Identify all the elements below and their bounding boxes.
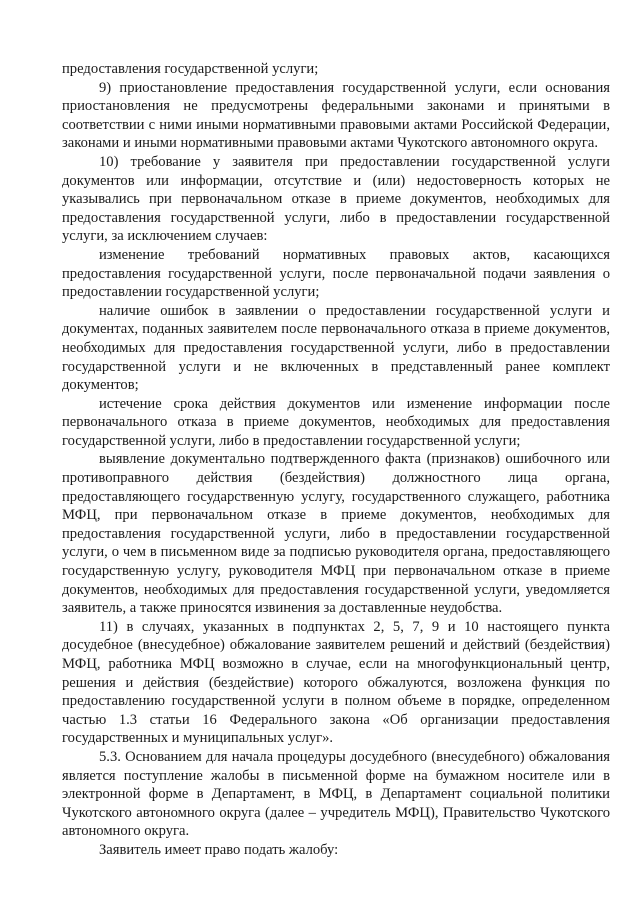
paragraph-item-10: 10) требование у заявителя при предоставлении государственной услуги документов или информации, отсутствие и (или) недостоверность которых не указывались при первоначальном отказе в приеме документов, необходимых для предоставления государственной услуги, либо в предоставлении государственной услуги, за исключением случаев: — [62, 153, 610, 245]
paragraph-item-9: 9) приостановление предоставления государственной услуги, если основания приостановления не предусмотрены федеральными законами и принятыми в соответствии с ними иными нормативными правовыми актами Российской Федерации, законами и иными нормативными правовыми актами Чукотского автономного округа. — [62, 79, 610, 152]
paragraph-exception-1: изменение требований нормативных правовых актов, касающихся предоставления государственной услуги, после первоначальной подачи заявления о предоставлении государственной услуги; — [62, 246, 610, 301]
paragraph-continuation: предоставления государственной услуги; — [62, 61, 319, 77]
paragraph-item-11: 11) в случаях, указанных в подпунктах 2, 5, 7, 9 и 10 настоящего пункта досудебное (внесудебное) обжалование заявителем решений и действий (бездействия) МФЦ, работника МФЦ возможно в случае, если на многофункциональный центр, решения и действия (бездействие) которого обжалуются, возложена функция по предоставлению государственной услуги в полном объеме в порядке, определенном частью 1.3 статьи 16 Федерального закона «Об организации предоставления государственных и муниципальных услуг». — [62, 618, 610, 747]
paragraph-exception-4: выявление документально подтвержденного факта (признаков) ошибочного или противоправного действия (бездействия) должностного лица органа, предоставляющего государственную услугу, государственного служащего, работника МФЦ, при первоначальном отказе в приеме документов, необходимых для предоставления государственной услуги, либо в предоставлении государственной услуги, о чем в письменном виде за подписью руководителя органа, предоставляющего государственную услугу, руководителя МФЦ при первоначальном отказе в приеме документов, необходимых для предоставления государственной услуги, уведомляется заявитель, а также приносятся извинения за доставленные неудобства. — [62, 451, 610, 617]
document-page — [62, 60, 610, 860]
paragraph-exception-2: наличие ошибок в заявлении о предоставлении государственной услуги и документах, поданных заявителем после первоначального отказа в приеме документов, необходимых для предоставления государственной услуги, либо в предоставлении государственной услуги и не включенных в представленный ранее комплект документов; — [62, 302, 610, 394]
paragraph-applicant-right: Заявитель имеет право подать жалобу: — [99, 841, 339, 858]
paragraph-section-5-3: 5.3. Основанием для начала процедуры досудебного (внесудебного) обжалования является поступление жалобы в письменной форме на бумажном носителе или в электронной форме в Департамент, в МФЦ, в Департамент социальной политики Чукотского автономного округа (далее – учредитель МФЦ), Правительство Чукотского автономного округа. — [62, 748, 610, 840]
paragraph-exception-3: истечение срока действия документов или изменение информации после первоначального отказа в приеме документов, необходимых для предоставления государственной услуги, либо в предоставлении государственной услуги; — [62, 395, 610, 449]
